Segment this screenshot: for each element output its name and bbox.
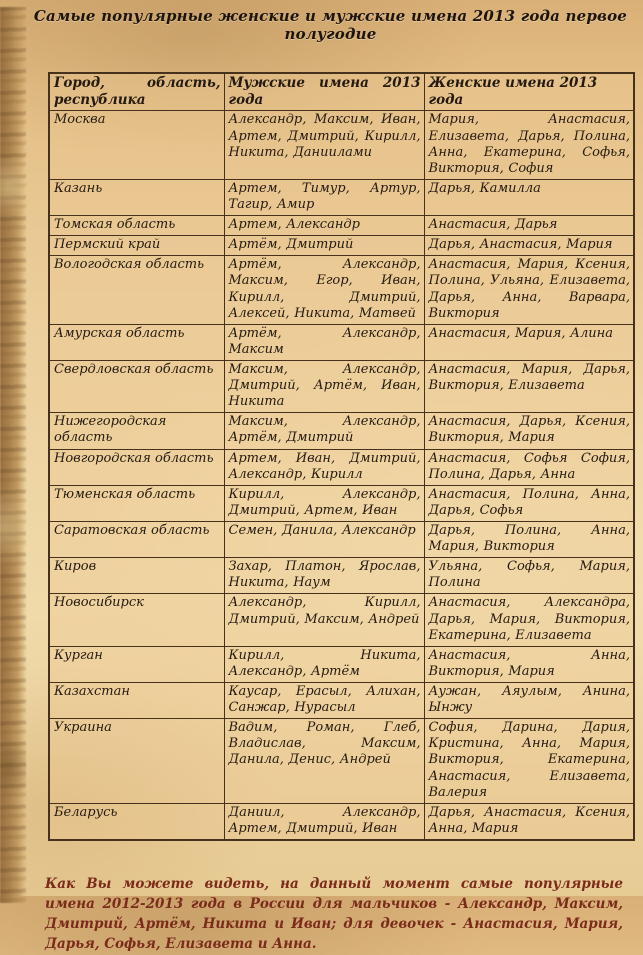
- page: [0, 7, 643, 955]
- male-names-cell: Семен, Данила, Александр: [224, 521, 424, 557]
- page-title: Самые популярные женские и мужские имена 2013 года первое полугодие: [33, 7, 628, 43]
- region-cell: Казахстан: [49, 682, 224, 718]
- female-names-cell: Анастасия, Мария, Ксения, Полина, Ульяна, Елизавета, Дарья, Анна, Варвара, Виктория: [424, 256, 634, 324]
- female-names-cell: Анастасия, Софья София, Полина, Дарья, Анна: [424, 449, 634, 485]
- female-names-cell: Анастасия, Полина, Анна, Дарья, Софья: [424, 485, 634, 521]
- male-names-cell: Вадим, Роман, Глеб, Владислав, Максим, Данила, Денис, Андрей: [224, 719, 424, 804]
- male-names-cell: Максим, Александр, Дмитрий, Артём, Иван, Никита: [224, 361, 424, 413]
- male-names-cell: Каусар, Ерасыл, Алихан, Санжар, Нурасыл: [224, 682, 424, 718]
- table-row: [49, 236, 634, 256]
- region-cell: Новосибирск: [49, 594, 224, 646]
- region-cell: Тюменская область: [49, 485, 224, 521]
- table-body: [49, 111, 634, 840]
- table-row: [49, 521, 634, 557]
- popular-names-table: [48, 72, 635, 841]
- male-names-cell: Артём, Александр, Максим, Егор, Иван, Кирилл, Дмитрий, Алексей, Никита, Матвей: [224, 256, 424, 324]
- region-cell: Беларусь: [49, 803, 224, 840]
- male-names-cell: Артём, Дмитрий: [224, 236, 424, 256]
- female-names-cell: Дарья, Анастасия, Мария: [424, 236, 634, 256]
- region-cell: Вологодская область: [49, 256, 224, 324]
- table-row: [49, 361, 634, 413]
- header-row: [49, 73, 634, 111]
- female-names-cell: Анастасия, Дарья: [424, 216, 634, 236]
- male-names-cell: Александр, Максим, Иван, Артем, Дмитрий, Кирилл, Никита, Даниилами: [224, 111, 424, 179]
- male-names-cell: Захар, Платон, Ярослав, Никита, Наум: [224, 558, 424, 594]
- region-cell: Казань: [49, 179, 224, 215]
- female-names-cell: Аужан, Аяулым, Анина, Ынжу: [424, 682, 634, 718]
- table-row: [49, 646, 634, 682]
- table-row: [49, 324, 634, 360]
- region-cell: Амурская область: [49, 324, 224, 360]
- male-names-cell: Александр, Кирилл, Дмитрий, Максим, Андрей: [224, 594, 424, 646]
- region-cell: Нижегородская область: [49, 413, 224, 449]
- table-row: [49, 803, 634, 840]
- region-cell: Новгородская область: [49, 449, 224, 485]
- region-cell: Саратовская область: [49, 521, 224, 557]
- female-names-cell: Анастасия, Александра, Дарья, Мария, Виктория, Екатерина, Елизавета: [424, 594, 634, 646]
- table-row: [49, 558, 634, 594]
- region-cell: Москва: [49, 111, 224, 179]
- table-row: [49, 485, 634, 521]
- male-names-cell: Кирилл, Александр, Дмитрий, Артем, Иван: [224, 485, 424, 521]
- table-row: [49, 216, 634, 236]
- female-names-cell: София, Дарина, Дария, Кристина, Анна, Мария, Виктория, Екатерина, Анастасия, Елизавета, Валерия: [424, 719, 634, 804]
- female-names-cell: Анастасия, Мария, Алина: [424, 324, 634, 360]
- female-names-cell: Дарья, Анастасия, Ксения, Анна, Мария: [424, 803, 634, 840]
- male-names-cell: Максим, Александр, Артём, Дмитрий: [224, 413, 424, 449]
- column-header-male-names: Мужские имена 2013 года: [224, 73, 424, 111]
- column-header-female-names: Женские имена 2013 года: [424, 73, 634, 111]
- male-names-cell: Артем, Александр: [224, 216, 424, 236]
- female-names-cell: Дарья, Полина, Анна, Мария, Виктория: [424, 521, 634, 557]
- male-names-cell: Артем, Тимур, Артур, Тагир, Амир: [224, 179, 424, 215]
- table-row: [49, 594, 634, 646]
- column-header-region: Город, область, республика: [49, 73, 224, 111]
- table-row: [49, 111, 634, 179]
- female-names-cell: Мария, Анастасия, Елизавета, Дарья, Полина, Анна, Екатерина, Софья, Виктория, София: [424, 111, 634, 179]
- table-header: [49, 73, 634, 111]
- table-row: [49, 719, 634, 804]
- male-names-cell: Кирилл, Никита, Александр, Артём: [224, 646, 424, 682]
- female-names-cell: Ульяна, Софья, Мария, Полина: [424, 558, 634, 594]
- region-cell: Свердловская область: [49, 361, 224, 413]
- table-row: [49, 682, 634, 718]
- female-names-cell: Анастасия, Анна, Виктория, Мария: [424, 646, 634, 682]
- table-row: [49, 256, 634, 324]
- table-row: [49, 413, 634, 449]
- region-cell: Томская область: [49, 216, 224, 236]
- female-names-cell: Анастасия, Мария, Дарья, Виктория, Елизавета: [424, 361, 634, 413]
- male-names-cell: Даниил, Александр, Артем, Дмитрий, Иван: [224, 803, 424, 840]
- region-cell: Украина: [49, 719, 224, 804]
- female-names-cell: Анастасия, Дарья, Ксения, Виктория, Мария: [424, 413, 634, 449]
- region-cell: Пермский край: [49, 236, 224, 256]
- summary-paragraph: Как Вы можете видеть, на данный момент самые популярные имена 2012-2013 года в России для мальчиков - Александр, Максим, Дмитрий, Артём, Никита и Иван; для девочек - Анастасия, Мария, Дарья, Софья, Елизавета и Анна.: [45, 875, 623, 952]
- female-names-cell: Дарья, Камилла: [424, 179, 634, 215]
- male-names-cell: Артём, Александр, Максим: [224, 324, 424, 360]
- table-row: [49, 179, 634, 215]
- region-cell: Киров: [49, 558, 224, 594]
- table-row: [49, 449, 634, 485]
- region-cell: Курган: [49, 646, 224, 682]
- male-names-cell: Артем, Иван, Дмитрий, Александр, Кирилл: [224, 449, 424, 485]
